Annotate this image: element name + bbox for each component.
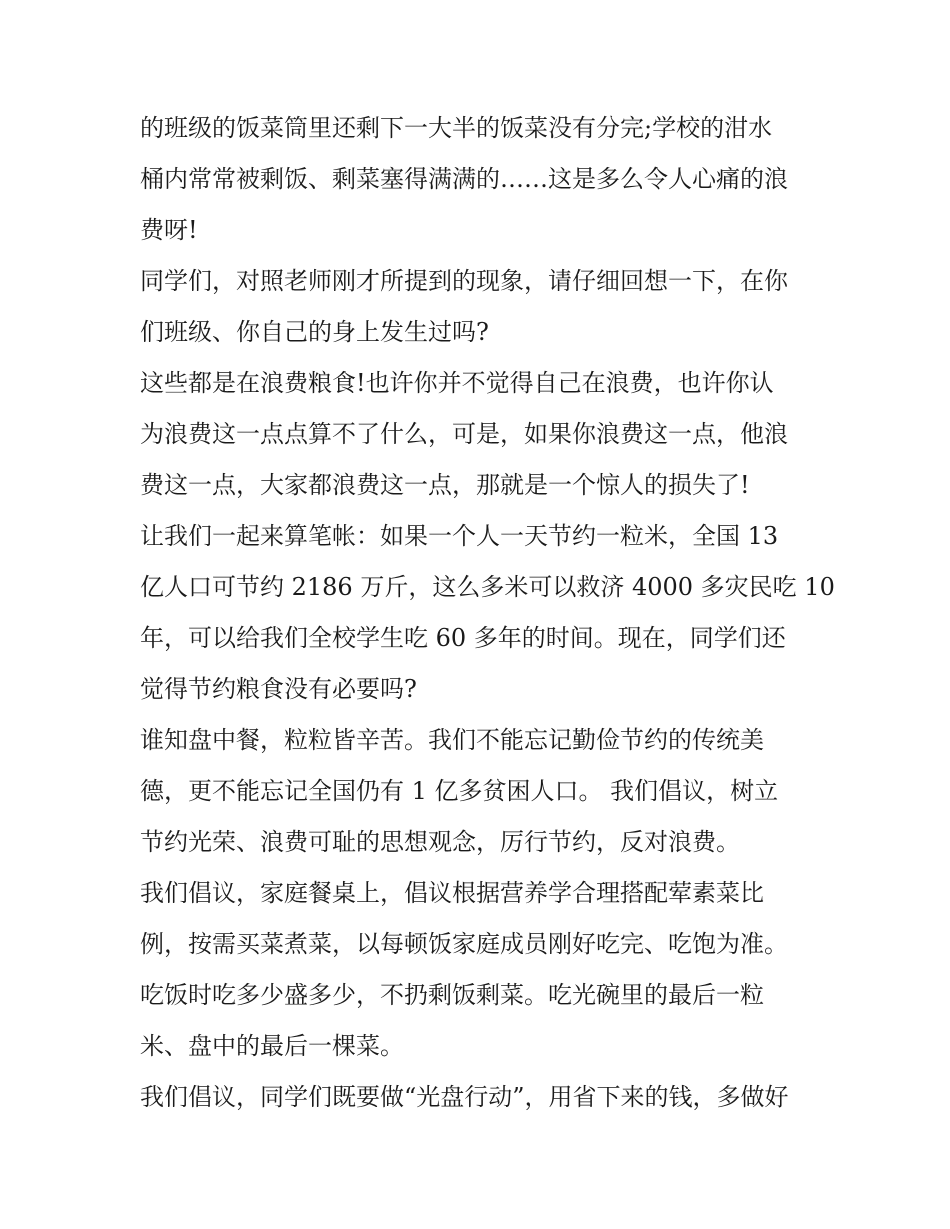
text-line: 我们倡议，同学们既要做“光盘行动”，用省下来的钱，多做好 xyxy=(140,1083,789,1111)
text-line: 让我们一起来算笔帐：如果一个人一天节约一粒米，全国 13 xyxy=(140,522,779,550)
text-line: 桶内常常被剩饭、剩菜塞得满满的……这是多么令人心痛的浪 xyxy=(140,165,788,193)
text-line: 德，更不能忘记全国仍有 1 亿多贫困人口。 我们倡议，树立 xyxy=(140,777,779,805)
text-line: 例，按需买菜煮菜，以每顿饭家庭成员刚好吃完、吃饱为准。 xyxy=(140,930,788,958)
text-line: 们班级、你自己的身上发生过吗? xyxy=(140,318,489,346)
text-line: 的班级的饭菜筒里还剩下一大半的饭菜没有分完;学校的泔水 xyxy=(140,114,773,142)
text-line: 这些都是在浪费粮食!也许你并不觉得自己在浪费，也许你认 xyxy=(140,369,774,397)
text-line: 觉得节约粮食没有必要吗? xyxy=(140,675,417,703)
text-line: 费这一点，大家都浪费这一点，那就是一个惊人的损失了! xyxy=(140,471,750,499)
text-line: 同学们，对照老师刚才所提到的现象，请仔细回想一下，在你 xyxy=(140,267,788,295)
text-line: 节约光荣、浪费可耻的思想观念，厉行节约，反对浪费。 xyxy=(140,828,740,856)
text-line: 米、盘中的最后一棵菜。 xyxy=(140,1032,404,1060)
text-line: 费呀! xyxy=(140,216,198,244)
text-line: 吃饭时吃多少盛多少，不扔剩饭剩菜。吃光碗里的最后一粒 xyxy=(140,981,764,1009)
document-body xyxy=(140,103,840,1123)
text-line: 亿人口可节约 2186 万斤，这么多米可以救济 4000 多灾民吃 10 xyxy=(140,573,835,601)
text-line: 年，可以给我们全校学生吃 60 多年的时间。现在，同学们还 xyxy=(140,624,786,652)
text-line: 我们倡议，家庭餐桌上，倡议根据营养学合理搭配荤素菜比 xyxy=(140,879,764,907)
text-line: 为浪费这一点点算不了什么，可是，如果你浪费这一点，他浪 xyxy=(140,420,788,448)
text-line: 谁知盘中餐，粒粒皆辛苦。我们不能忘记勤俭节约的传统美 xyxy=(140,726,764,754)
